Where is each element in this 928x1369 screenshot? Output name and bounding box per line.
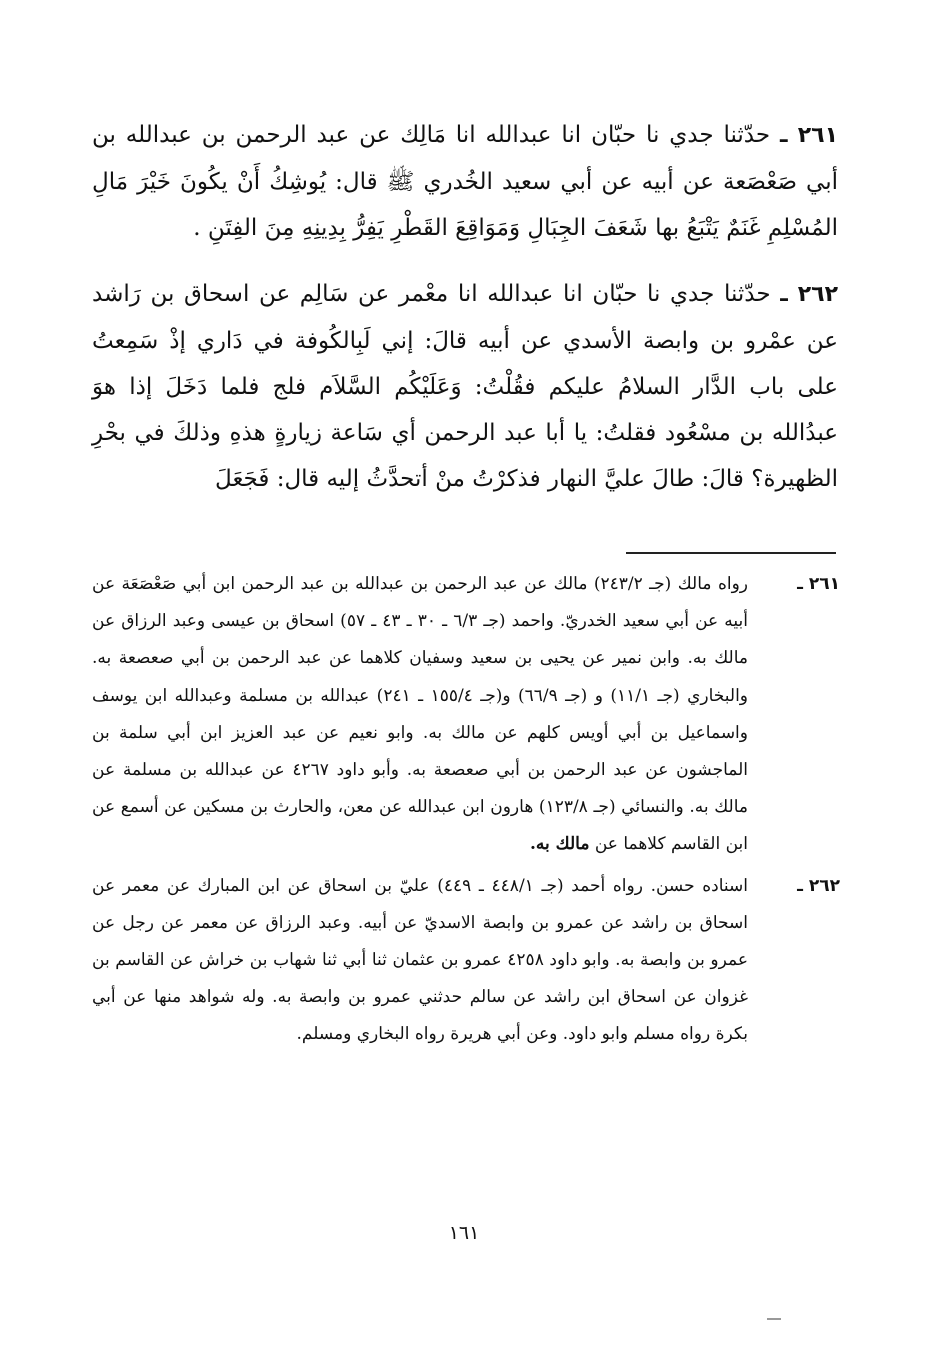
footnote-number: ٢٦١ ـ — [797, 574, 840, 594]
main-text — [92, 112, 838, 502]
footnote-text: رواه مالك (جـ ٢٤٣/٢) مالك عن عبد الرحمن بن عبدالله بن عبد الرحمن ابن أبي صَعْصَعَة عن أبيه عن أبي سعيد الخدريّ. واحمد (جـ ٦/٣ ـ ٣٠ ـ ٤٣ ـ ٥٧) اسحاق بن عيسى وعبد الرزاق عن مالك به. وابن نمير عن يحيى بن سعيد وسفيان كلاهما عن عبد الرحمن بن أبي صعصعة به. والبخاري (جـ ١١/١) و (جـ ٦٦/٩) و(جـ ١٥٥/٤ ـ ٢٤١) عبدالله بن مسلمة وعبدالله ابن يوسف واسماعيل بن أبي أويس كلهم عن مالك به. وابو نعيم عن عبد العزيز ابن أبي سلمة بن الماجشون عن عبد الرحمن بن أبي صعصعة به. وأبو داود ٤٢٦٧ عن عبدالله بن مسلمة عن مالك به. والنسائي (جـ ١٢٣/٨) هارون ابن عبدالله عن معن، والحارث بن مسكين عن أسمع عن ابن القاسم كلاهما عن — [92, 574, 748, 855]
hadith-number: ٢٦٢ ـ — [780, 282, 839, 307]
hadith-261 — [92, 112, 838, 251]
footnote-261 — [92, 566, 840, 864]
scan-mark — [767, 1318, 781, 1320]
hadith-262 — [92, 271, 838, 502]
page-number: ١٦١ — [448, 1222, 480, 1244]
hadith-text: حدّثنا جدي نا حبّان انا عبدالله انا معْمر عن سَالِم عن اسحاق بن رَاشد عن عمْرو بن وابصة الأسدي عن أبيه قالَ: إني لَبِالكُوفة في دَاري إذْ سَمِعتُ على باب الدَّار السلامُ عليكم فقُلْتُ: وَعَلَيْكُم السَّلاَم فلج فلما دَخَلَ إذا هوَ عبدُالله بن مسْعُود فقلتُ: يا أبا عبد الرحمن أي سَاعة زيارةٍ هذهِ وذلكَ في بحْرِ الظهيرة؟ قالَ: طالَ عليَّ النهار فذكرْتُ منْ أتحدَّثُ إليه قال: فَجَعَلَ — [92, 281, 838, 492]
footnotes — [92, 566, 840, 1054]
footnote-number: ٢٦٢ ـ — [797, 875, 840, 896]
footnote-text: اسناده حسن. رواه أحمد (جـ ٤٤٨/١ ـ ٤٤٩) عليّ بن اسحاق عن ابن المبارك عن معمر عن اسحاق بن راشد عن عمرو بن وابصة الاسديّ عن أبيه. وعبد الرزاق عن معمر عن رجل عن عمرو بن وابصة به. وابو داود ٤٢٥٨ عمرو بن عثمان ثنا أبي ثنا شهاب بن خراش عن القاسم بن غزوان عن اسحاق ابن راشد عن سالم حدثني عمرو بن وابصة به. وله شواهد منها عن أبي بكرة رواه مسلم وابو داود. وعن أبي هريرة رواه البخاري ومسلم. — [92, 875, 748, 1045]
footnote-tail: مالك به. — [529, 834, 590, 855]
footnote-262 — [92, 868, 840, 1054]
hadith-text: حدّثنا جدي نا حبّان انا عبدالله انا مَالِك عن عبد الرحمن بن عبدالله بن أبي صَعْصَعة عن أبيه عن أبي سعيد الخُدري ﷺ قال: يُوشِكُ أَنْ يكُونَ خَيْرَ مَالِ المُسْلِمِ غَنَمٌ يَتْبَعُ بها شَعَفَ الجِبَالِ وَمَوَاقِعَ القَطْرِ يَفِرُّ بِدِينِهِ مِنَ الفِتَنِ . — [92, 122, 838, 241]
hadith-number: ٢٦١ ـ — [779, 123, 839, 148]
footnote-divider — [626, 552, 836, 554]
